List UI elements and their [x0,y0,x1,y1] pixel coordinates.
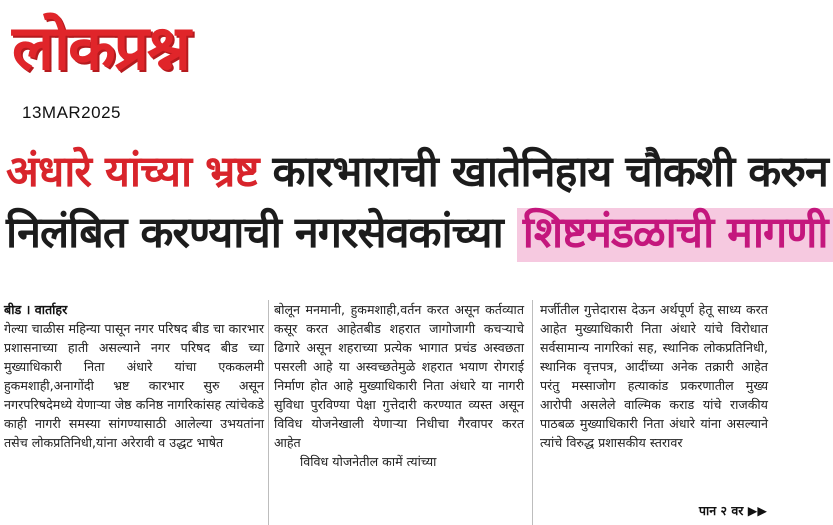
column-divider [532,300,533,525]
headline-black-text: कारभाराची खातेनिहाय चौकशी करुन [272,147,828,197]
headline-line-2 [0,202,828,264]
masthead-logo: लोकप्रश्न [12,11,189,84]
column-divider [268,300,269,525]
article-text-col2a: बोलून मनमानी, हुकमशाही,वर्तन करत असून कर्तव्यात कसूर करत आहेतबीड शहरात जागोजागी कचऱ्याचे ढिगारे असून शहराच्या प्रत्येक भागात प्रचंड अस्वछता पसरली आहे या अस्वच्छतेमुळे शहरात भयाण रोगराई निर्माण होत आहे मुख्याधिकारी निता अंधारे या नागरी सुविधा पुरविण्या पेक्षा गुत्तेदारी करण्यात व्यस्त असून विविध योजनेखाली येणाऱ्या निधीचा गैरवापर करत आहेत [274,302,524,450]
article-text-col3: मर्जीतील गुत्तेदारास देऊन अर्थपूर्ण हेतू साध्य करत आहेत मुख्याधिकारी निता अंधारे यांचे विरोधात सर्वसामान्य नागरिकां सह, स्थानिक लोकप्रतिनिधी, स्थानिक वृत्तपत्र, आदींच्या अनेक तक्रारी आहेत परंतु मस्साजोग हत्याकांड प्रकरणातील मुख्य आरोपी असलेले वाल्मिक कराड यांचे राजकीय पाठबळ मुख्याधिकारी निता अंधारे यांना असल्याने त्यांचे विरुद्ध प्रशासकीय स्तरावर [540,302,768,450]
continued-on-page-label: पान २ वर ▶▶ [691,502,767,519]
article-text-col1: गेल्या चाळीस महिन्या पासून नगर परिषद बीड चा कारभार प्रशासनाच्या हाती असल्याने नगर परिषद बीड च्या मुख्याधिकारी निता अंधारे यांचा एककलमी हुकमशाही,अनागोंदी भ्रष्ट कारभार सुरु असून नगरपरिषदेमध्ये येणाऱ्या जेष्ठ कनिष्ठ नागरिकांसह त्यांचेकडे काही नागरी समस्या सांगण्यासाठी आलेल्या उभयतांना तसेच लोकप्रतिनिधी,यांना अरेरावी व उद्धट भाषेत [4,321,264,450]
article-column-3 [540,300,768,525]
headline-line-1 [0,141,828,203]
headline-highlight-text: शिष्टमंडळाची मागणी [517,208,833,262]
headline-black-text-2: निलंबित करण्याची नगरसेवकांच्या [6,208,503,258]
article-column-1 [4,300,264,525]
publication-date: 13MAR2025 [22,103,122,122]
article-column-2 [274,300,524,525]
article-text-col2b: विविध योजनेतील कामें त्यांच्या [300,454,437,469]
headline-red-text: अंधारे यांच्या भ्रष्ट [6,147,259,197]
dateline: बीड । वार्ताहर [4,302,68,317]
